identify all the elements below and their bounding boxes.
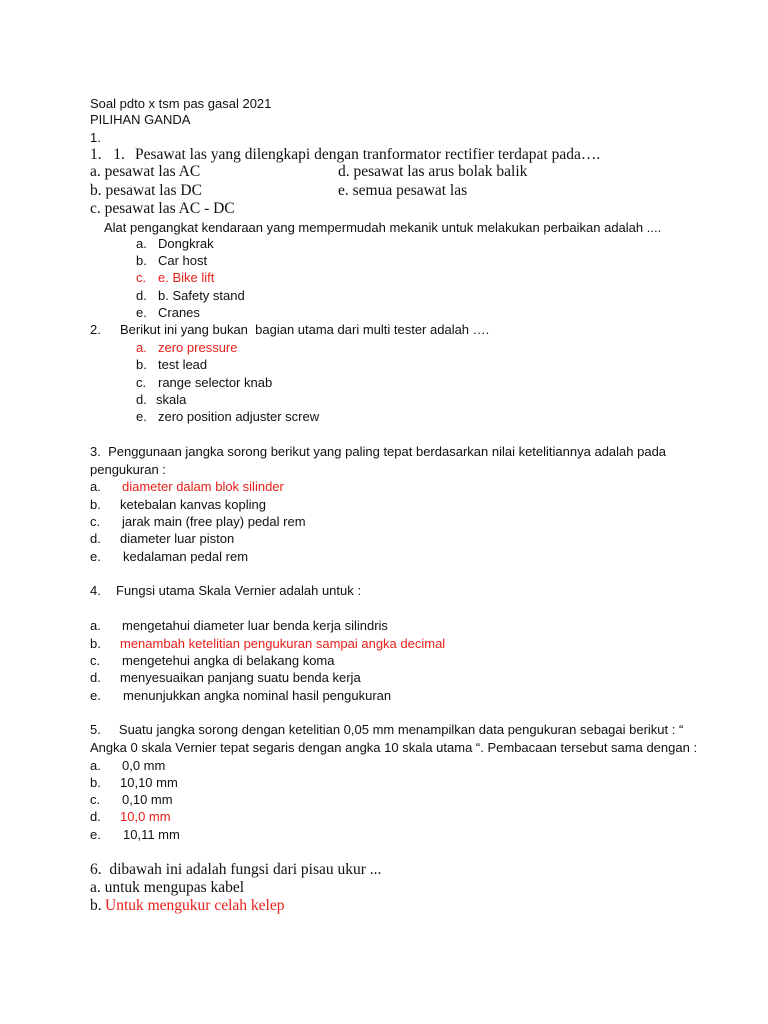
document-title: Soal pdto x tsm pas gasal 2021 xyxy=(90,96,272,111)
option-letter: e. xyxy=(136,305,147,320)
option-letter: d. xyxy=(90,809,101,824)
option-text: b. Safety stand xyxy=(158,288,245,303)
option-text: diameter luar piston xyxy=(120,531,235,546)
option-letter: c. xyxy=(90,653,101,668)
option-text-answer: menambah ketelitian pengukuran sampai angka decimal xyxy=(120,636,446,651)
question-1-option-e: e. semua pesawat las xyxy=(338,182,468,199)
option-letter: d. xyxy=(90,670,101,685)
question-2-number: 2. xyxy=(90,322,101,337)
option-letter: c. xyxy=(90,514,101,529)
option-letter: b. xyxy=(136,357,147,372)
option-letter: d. xyxy=(136,392,147,407)
option-letter: c. xyxy=(136,375,147,390)
option-letter: b. xyxy=(90,636,101,651)
option-letter: a. xyxy=(90,758,101,773)
option-text: Dongkrak xyxy=(158,236,214,251)
question-4-number: 4. xyxy=(90,583,101,598)
option-text: skala xyxy=(156,392,187,407)
option-text: Car host xyxy=(158,253,208,268)
question-1-option-c: c. pesawat las AC - DC xyxy=(90,200,235,217)
option-text: test lead xyxy=(158,357,208,372)
option-letter: b. xyxy=(90,497,101,512)
option-letter: a. xyxy=(136,236,147,251)
option-letter: b. xyxy=(90,897,102,914)
question-1-number: 1. xyxy=(90,130,101,145)
option-text: Cranes xyxy=(158,305,200,320)
option-letter: d. xyxy=(136,288,147,303)
option-text: range selector knab xyxy=(158,375,273,390)
question-1-option-d: d. pesawat las arus bolak balik xyxy=(338,163,528,180)
option-letter: b. xyxy=(90,775,101,790)
question-lift-stem: Alat pengangkat kendaraan yang mempermudah mekanik untuk melakukan perbaikan adalah .... xyxy=(104,220,662,235)
option-text: kedalaman pedal rem xyxy=(123,549,249,564)
option-letter: e. xyxy=(90,688,101,703)
option-text-answer: zero pressure xyxy=(158,340,238,355)
question-5-stem-line-1: 5. Suatu jangka sorong dengan ketelitian 0,05 mm menampilkan data pengukuran sebagai berikut : “ xyxy=(90,722,684,737)
question-1-stem: Pesawat las yang dilengkapi dengan tranformator rectifier terdapat pada…. xyxy=(135,146,601,163)
section-heading: PILIHAN GANDA xyxy=(90,112,191,127)
option-text: jarak main (free play) pedal rem xyxy=(122,514,306,529)
option-text: zero position adjuster screw xyxy=(158,409,320,424)
option-letter-answer: a. xyxy=(136,340,147,355)
question-1-prefix: 1. 1. xyxy=(90,146,125,163)
option-text: mengetahui diameter luar benda kerja silindris xyxy=(122,618,388,633)
option-letter: b. xyxy=(136,253,147,268)
question-5-stem-line-2: Angka 0 skala Vernier tepat segaris dengan angka 10 skala utama “. Pembacaan tersebut sama dengan : xyxy=(90,740,698,755)
option-letter: a. xyxy=(90,479,101,494)
option-text: 10,10 mm xyxy=(120,775,178,790)
question-6-stem: 6. dibawah ini adalah fungsi dari pisau ukur ... xyxy=(90,861,382,878)
question-6-option-a: a. untuk mengupas kabel xyxy=(90,879,245,896)
option-letter: e. xyxy=(136,409,147,424)
question-1-option-a: a. pesawat las AC xyxy=(90,163,201,180)
option-text-answer: diameter dalam blok silinder xyxy=(122,479,284,494)
question-6-option-b-answer: Untuk mengukur celah kelep xyxy=(105,897,285,914)
option-letter: c. xyxy=(90,792,101,807)
option-text: 0,10 mm xyxy=(122,792,173,807)
option-text: 10,11 mm xyxy=(123,827,180,842)
option-letter-answer: c. xyxy=(136,270,147,285)
option-text: mengetehui angka di belakang koma xyxy=(122,653,335,668)
option-text: menunjukkan angka nominal hasil pengukuran xyxy=(123,688,392,703)
option-text: ketebalan kanvas kopling xyxy=(120,497,266,512)
option-text-answer: 10,0 mm xyxy=(120,809,171,824)
question-1-option-b: b. pesawat las DC xyxy=(90,182,202,199)
option-text: menyesuaikan panjang suatu benda kerja xyxy=(120,670,361,685)
option-letter: e. xyxy=(90,549,101,564)
question-3-stem-line-1: 3. Penggunaan jangka sorong berikut yang paling tepat berdasarkan nilai ketelitiannya adalah pada xyxy=(90,444,667,459)
question-4-stem: Fungsi utama Skala Vernier adalah untuk : xyxy=(116,583,361,598)
question-2-stem: Berikut ini yang bukan bagian utama dari multi tester adalah …. xyxy=(120,322,490,337)
option-text: 0,0 mm xyxy=(122,758,166,773)
option-letter: e. xyxy=(90,827,101,842)
option-letter: d. xyxy=(90,531,101,546)
question-3-stem-line-2: pengukuran : xyxy=(90,462,166,477)
option-text-answer: e. Bike lift xyxy=(158,270,215,285)
option-letter: a. xyxy=(90,618,101,633)
